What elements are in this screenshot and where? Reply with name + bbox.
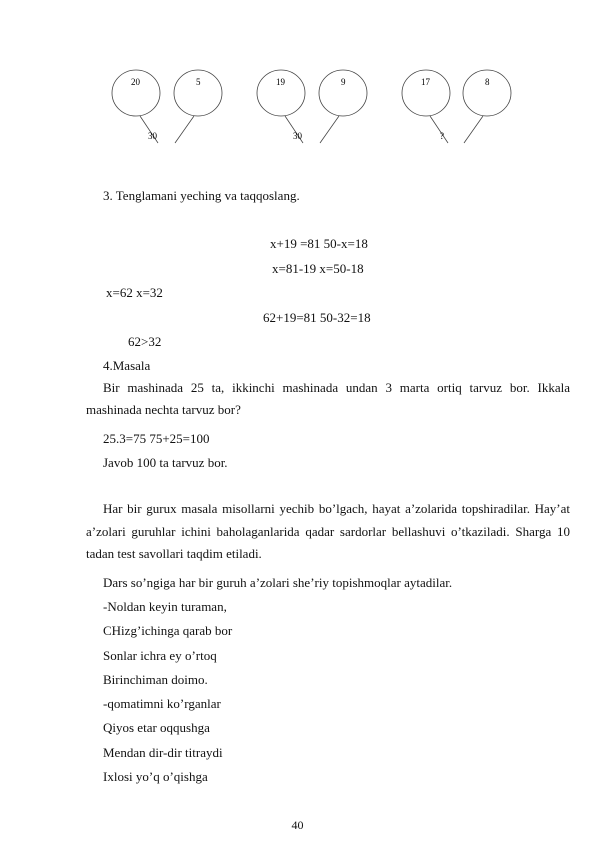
sum-value: 30 <box>148 131 157 141</box>
poem-line: Mendan dir-dir titraydi <box>103 745 223 760</box>
game-paragraph: Har bir gurux masala misollarni yechib bo’lgach, hayat a’zolarida topshiradilar. Hay’at a’zolari guruhlar ichini baholaganlarida qadar sardorlar bellashuvi o’tkaziladi. Sharga 10 tadan test savollari taqdim etiladi. <box>86 501 570 561</box>
balloon-value: 9 <box>341 77 346 87</box>
poem-line: -Noldan keyin turaman, <box>103 599 227 614</box>
balloon-value: 19 <box>276 77 285 87</box>
poem-line: CHizg’ichinga qarab bor <box>103 623 233 638</box>
task3-heading: 3. Tenglamani yeching va taqqoslang. <box>103 188 300 203</box>
equation-line: 62+19=81 50-32=18 <box>263 310 371 325</box>
poem-line: -qomatimni ko’rganlar <box>103 696 221 711</box>
answer-line: Javob 100 ta tarvuz bor. <box>103 455 228 470</box>
poem-line: Sonlar ichra ey o’rtoq <box>103 648 217 663</box>
page-number: 40 <box>291 818 304 832</box>
problem-text: Bir mashinada 25 ta, ikkinchi mashinada undan 3 marta ortiq tarvuz bor. Ikkala mashinada nechta tarvuz bor? <box>86 380 570 417</box>
equation-line: x+19 =81 50-x=18 <box>270 236 368 251</box>
sum-value: 30 <box>293 131 302 141</box>
equation-line: x=62 x=32 <box>106 285 163 300</box>
poem-line: Birinchiman doimo. <box>103 672 208 687</box>
poem-line: Ixlosi yo’q o’qishga <box>103 769 208 784</box>
solution-line: 25.3=75 75+25=100 <box>103 431 210 446</box>
sum-value: ? <box>440 131 444 141</box>
balloon-value: 20 <box>131 77 140 87</box>
comparison-line: 62>32 <box>128 334 162 349</box>
balloon-diagram <box>0 0 595 160</box>
task4-heading: 4.Masala <box>103 358 151 373</box>
balloon-value: 8 <box>485 77 490 87</box>
balloon-value: 17 <box>421 77 430 87</box>
balloon-value: 5 <box>196 77 201 87</box>
intro-line: Dars so’ngiga har bir guruh a’zolari she’riy topishmoqlar aytadilar. <box>103 575 453 590</box>
equation-line: x=81-19 x=50-18 <box>272 261 364 276</box>
poem-line: Qiyos etar oqqushga <box>103 720 210 735</box>
